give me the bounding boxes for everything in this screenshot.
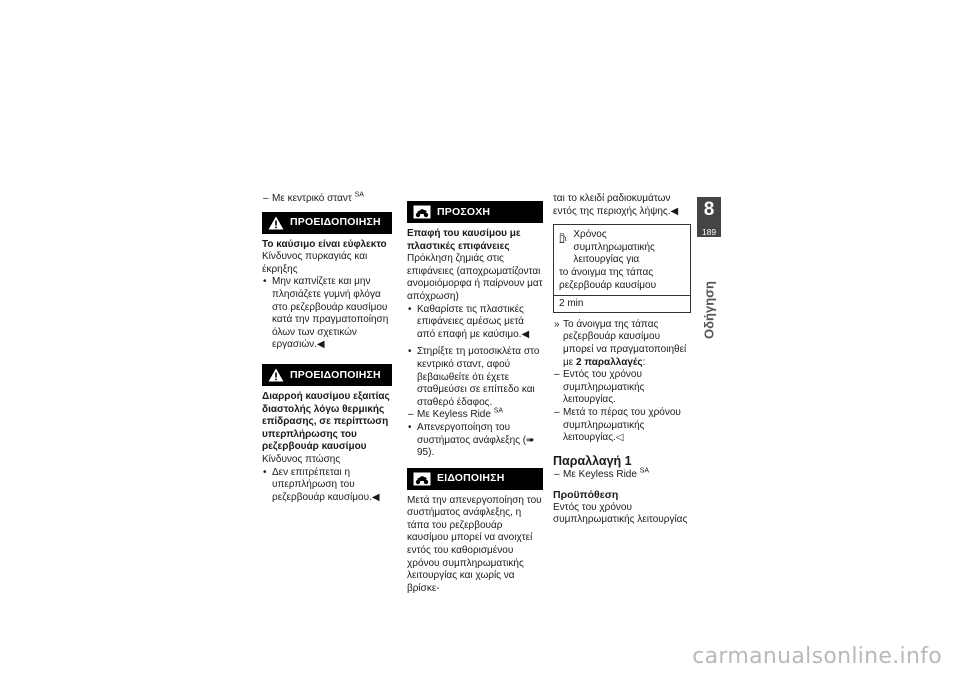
prerequisite-title: Προϋπόθεση (553, 489, 619, 502)
info-text-b: το άνοιγμα της τάπας ρεζερβουάρ καυσίμου (559, 266, 657, 291)
step-item: • Απενεργοποίηση του συστήματος ανάφλεξης (➠ 95). (407, 422, 543, 460)
warning-bullet: • Δεν επιτρέπεται η υπερπλήρωση του ρεζερβουάρ καυσίμου.◀ (262, 467, 392, 505)
warning-risk: Κίνδυνος πυρκαγιάς και έκρηξης (262, 251, 368, 275)
warning-banner (262, 364, 392, 386)
column-2 (407, 193, 543, 595)
watermark: carmanualsonline.info (692, 644, 942, 669)
warning-triangle-icon (268, 368, 284, 382)
prerequisite-text: Εντός του χρόνου συμπληρωματικής λειτουργίας (553, 501, 688, 526)
warning-heading: Διαρροή καυσίμου εξαιτίας διαστολής λόγω θερμικής επίδρασης, σε περίπτωση υπερπλήρωσης του ρεζερβουάρ καυσίμου (262, 390, 390, 453)
warning-bullet: • Μην καπνίζετε και μην πλησιάζετε γυμνή φλόγα στο ρεζερβουάρ καυσίμου κατά την πραγματοποίηση όλων των σχετικών εργασιών.◀ (262, 276, 392, 352)
column-1 (262, 193, 392, 504)
caution-banner (407, 201, 543, 223)
section-title: Παραλλαγή 1 (553, 453, 632, 468)
caution-text: Πρόκληση ζημιάς στις επιφάνειες (αποχρωματίζονται ανομοιόμορφα ή παίρνουν ματ απόχρωση) (407, 253, 543, 302)
chapter-side-title: Οδήγηση (701, 281, 717, 339)
info-text-a: Χρόνος συμπληρωματικής λειτουργίας για (573, 229, 655, 266)
warning-heading: Το καύσιμο είναι εύφλεκτο (262, 238, 387, 250)
notice-banner (407, 468, 543, 490)
variant-dash-item: – Μετά το πέρας του χρόνου συμπληρωματικής λειτουργίας.◁ (553, 407, 691, 445)
intro-dash-item: – Με κεντρικό σταντ $^{SA}$ (262, 193, 392, 206)
warning-triangle-icon (268, 216, 284, 230)
warning-label: ΠΡΟΕΙΔΟΠΟΙΗΣΗ (290, 216, 381, 229)
column-3 (553, 193, 691, 527)
notice-text: Μετά την απενεργοποίηση του συστήματος ανάφλεξης, η τάπα του ρεζερβουάρ καυσίμου μπορεί να ανοιχτεί εντός του καθορισμένου χρόνου συμπληρωματικής λειτουργίας και χωρίς να βρίσκε- (407, 494, 542, 594)
caution-label: ΠΡΟΣΟΧΗ (437, 205, 491, 218)
page-number: 189 (701, 227, 717, 237)
result-item: » Το άνοιγμα της τάπας ρεζερβουάρ καυσίμου μπορεί να πραγματοποιηθεί με 2 παραλλαγές: (553, 319, 691, 369)
motorcycle-notice-icon (413, 472, 431, 486)
warning-label: ΠΡΟΕΙΔΟΠΟΙΗΣΗ (290, 368, 381, 381)
caution-heading: Επαφή του καυσίμου με πλαστικές επιφάνειες (407, 228, 521, 252)
fuel-timer-icon (559, 229, 567, 247)
warning-banner (262, 212, 392, 234)
info-table (553, 224, 691, 313)
caution-bullet: • Καθαρίστε τις πλαστικές επιφάνειες αμέσως μετά από επαφή με καύσιμο.◀ (407, 304, 543, 342)
motorcycle-damage-icon (413, 205, 431, 219)
keyless-dash-item: – Με Keyless Ride $^{SA}$ (553, 469, 691, 482)
chapter-number: 8 (703, 199, 715, 220)
notice-label: ΕΙΔΟΠΟΙΗΣΗ (437, 472, 505, 485)
info-value: 2 min (554, 295, 690, 312)
variant-dash-item: – Εντός του χρόνου συμπληρωματικής λειτουργίας. (553, 369, 691, 407)
continued-text: ται το κλειδί ραδιοκυμάτων εντός της περιοχής λήψης.◀ (553, 193, 679, 217)
keyless-dash-item: – Με Keyless Ride $^{SA}$ (407, 409, 543, 422)
warning-risk: Κίνδυνος πτώσης (262, 453, 341, 465)
step-item: • Στηρίξτε τη μοτοσικλέτα στο κεντρικό σταντ, αφού βεβαιωθείτε ότι έχετε σταθμεύσει σε επίπεδο και σταθερό έδαφος. (407, 346, 543, 409)
